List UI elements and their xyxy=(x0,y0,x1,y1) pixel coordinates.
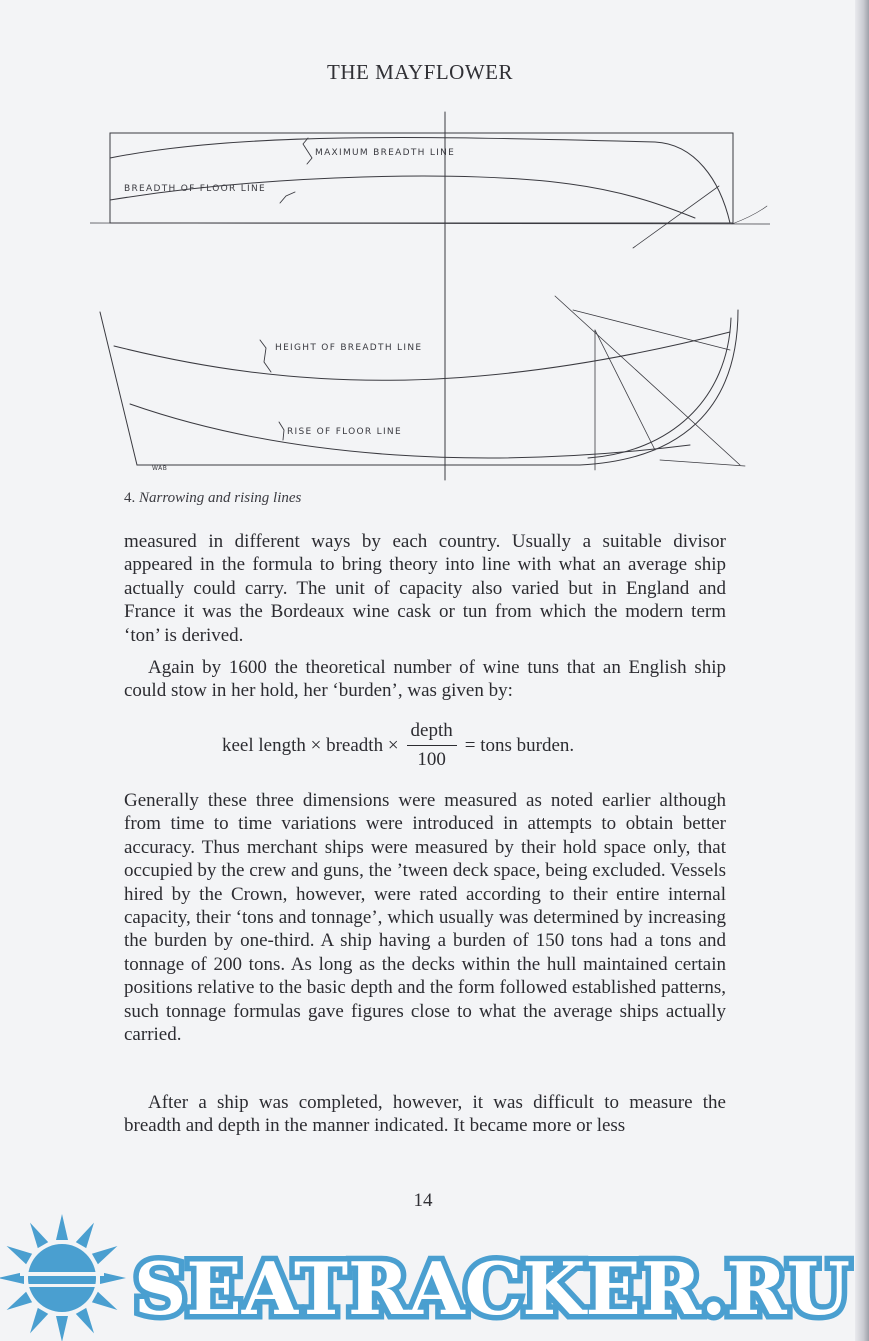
paragraph-4: After a ship was completed, however, it was difficult to measure the breadth and depth in the manner indicated. It became more or less xyxy=(124,1092,726,1137)
figure-caption xyxy=(124,490,301,507)
watermark-text: SEATRACKER.RU xyxy=(134,1246,850,1331)
page-edge-shadow xyxy=(855,0,869,1341)
profile-diagonal xyxy=(595,330,655,450)
watermark xyxy=(0,1210,869,1341)
formula-numerator: depth xyxy=(407,720,457,746)
floor-breadth-curve xyxy=(110,176,695,218)
leader-mark xyxy=(279,422,284,440)
rise-of-floor-curve xyxy=(130,404,690,458)
label-maximum-breadth: MAXIMUM BREADTH LINE xyxy=(315,148,456,158)
label-breadth-of-floor: BREADTH OF FLOOR LINE xyxy=(124,184,266,194)
sun-burst-icon xyxy=(0,1210,126,1341)
tonnage-formula xyxy=(222,720,574,771)
running-title: THE MAYFLOWER xyxy=(327,60,513,84)
hull-diagram xyxy=(90,100,770,490)
stern-post xyxy=(100,312,137,465)
label-height-of-breadth: HEIGHT OF BREADTH LINE xyxy=(275,343,423,353)
profile-diagonal xyxy=(555,296,740,465)
page-number: 14 xyxy=(413,1190,433,1211)
leader-mark xyxy=(280,192,295,203)
formula-rhs: = tons burden. xyxy=(464,734,575,756)
caption-number: 4. xyxy=(124,490,136,506)
formula-lhs: keel length × breadth × xyxy=(222,734,399,756)
plan-diagonal xyxy=(633,186,719,248)
height-of-breadth-curve xyxy=(114,332,730,380)
plan-view-frame xyxy=(110,133,733,223)
paragraph-1: measured in different ways by each country. Usually a suitable divisor appeared in the formula to bring theory into line with what an average ship actually could carry. The unit of capacity also varied but in England and France it was the Bordeaux wine cask or tun from which the modern term ‘ton’ is derived. xyxy=(124,531,726,646)
caption-text: Narrowing and rising lines xyxy=(139,490,302,506)
paragraph-2: Again by 1600 the theoretical number of wine tuns that an English ship could stow in her hold, her ‘burden’, was given by: xyxy=(124,657,726,702)
plan-tick xyxy=(732,206,767,224)
artist-initials: WAB xyxy=(152,465,168,472)
formula-fraction xyxy=(407,720,457,771)
paragraph-3: Generally these three dimensions were measured as noted earlier although from time to time variations were introduced in attempts to obtain better accuracy. Thus merchant ships were measured by their hold space only, that occupied by the crew and guns, the ’tween deck space, being excluded. Vessels hired by the Crown, however, were rated according to their entire internal capacity, their ‘tons and tonnage’, which usually was determined by increasing the burden by one-third. A ship having a burden of 150 tons had a tons and tonnage of 200 tons. As long as the decks within the hull maintained certain positions relative to the basic depth and the form followed established patterns, such tonnage formulas gave figures close to what the average ships actually carried. xyxy=(124,790,726,1046)
formula-denominator: 100 xyxy=(417,749,446,770)
profile-baseline-extension xyxy=(660,460,745,466)
profile-diagonal xyxy=(573,310,730,350)
leader-mark xyxy=(303,138,312,164)
label-rise-of-floor: RISE OF FLOOR LINE xyxy=(287,427,402,437)
leader-mark xyxy=(260,340,271,372)
